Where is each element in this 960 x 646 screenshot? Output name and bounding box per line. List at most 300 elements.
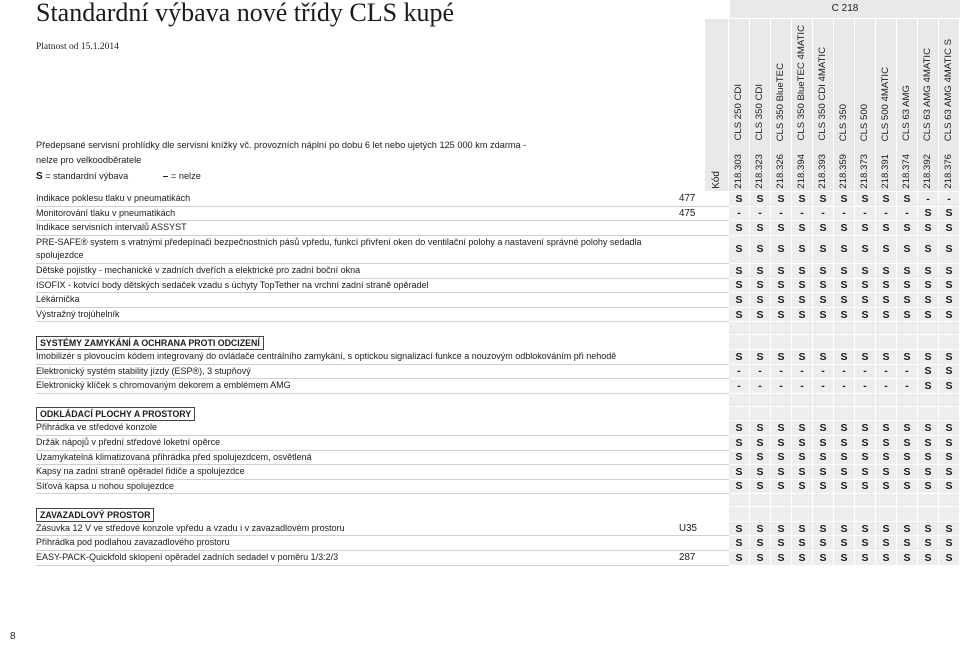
empty-cell	[750, 507, 771, 522]
availability-cell: S	[834, 192, 855, 207]
availability-cell: S	[834, 264, 855, 279]
empty-cell	[939, 322, 960, 335]
availability-cell: S	[876, 551, 897, 566]
table-row	[36, 221, 960, 236]
availability-cell: S	[855, 221, 876, 236]
availability-cell: -	[813, 365, 834, 380]
model-code: 218.374	[901, 154, 912, 189]
availability-cell: S	[729, 536, 750, 551]
empty-cell	[939, 335, 960, 350]
availability-cell: S	[813, 436, 834, 451]
empty-cell	[939, 494, 960, 507]
availability-cell: S	[834, 279, 855, 294]
gap-spacer	[36, 322, 729, 335]
availability-cell: S	[771, 236, 792, 264]
availability-cell: S	[939, 480, 960, 495]
equipment-label: Síťová kapsa u nohou spolujezdce	[36, 480, 675, 495]
availability-cell: S	[771, 293, 792, 308]
availability-cell: S	[771, 264, 792, 279]
empty-cell	[918, 335, 939, 350]
availability-cell: -	[771, 365, 792, 380]
legend-standard-symbol: S	[36, 171, 43, 182]
availability-cell: S	[876, 436, 897, 451]
availability-cell: S	[897, 522, 918, 537]
availability-cell: S	[939, 221, 960, 236]
availability-cell: S	[729, 293, 750, 308]
table-row	[36, 308, 960, 323]
availability-cell: S	[897, 536, 918, 551]
empty-cell	[750, 394, 771, 407]
availability-cell: S	[897, 465, 918, 480]
empty-cell	[771, 394, 792, 407]
page-title: Standardní výbava nové třídy CLS kupé	[36, 0, 455, 27]
model-name: CLS 350 CDI 4MATIC	[817, 47, 828, 141]
availability-cell: S	[729, 264, 750, 279]
equipment-code	[675, 379, 729, 394]
availability-cell: -	[834, 379, 855, 394]
legend	[36, 169, 201, 184]
model-name: CLS 350 BlueTEC 4MATIC	[796, 25, 807, 141]
empty-cell	[813, 335, 834, 350]
availability-cell: S	[855, 436, 876, 451]
empty-cell	[792, 507, 813, 522]
empty-cell	[729, 407, 750, 422]
availability-cell: S	[771, 436, 792, 451]
availability-cell: S	[918, 350, 939, 365]
model-code: 218.359	[838, 154, 849, 189]
equipment-label: Monitorování tlaku v pneumatikách	[36, 207, 675, 222]
table-row	[36, 551, 960, 566]
equipment-code	[675, 236, 729, 264]
availability-cell: S	[876, 480, 897, 495]
availability-cell: S	[729, 279, 750, 294]
availability-cell: S	[876, 421, 897, 436]
availability-cell: S	[750, 279, 771, 294]
availability-cell: S	[792, 308, 813, 323]
model-name: CLS 500 4MATIC	[880, 66, 891, 141]
availability-cell: -	[918, 192, 939, 207]
model-code: 218.373	[859, 154, 870, 189]
model-name: CLS 250 CDI	[733, 84, 744, 141]
service-note: Předepsané servisní prohlídky dle servisní knížky vč. provozních náplní po dobu 6 let nebo ujetých 125 000 km zdarma - nelze pro velkoodběratele	[36, 140, 527, 165]
equipment-table	[36, 192, 960, 566]
table-row	[36, 436, 960, 451]
availability-cell: S	[855, 465, 876, 480]
table-row	[36, 480, 960, 495]
code-column-header	[705, 19, 729, 191]
empty-cell	[813, 322, 834, 335]
availability-cell: S	[918, 207, 939, 222]
availability-cell: S	[834, 350, 855, 365]
empty-cell	[897, 407, 918, 422]
availability-cell: S	[771, 221, 792, 236]
table-row	[36, 465, 960, 480]
availability-cell: S	[834, 436, 855, 451]
empty-cell	[918, 322, 939, 335]
model-name: CLS 500	[859, 103, 870, 141]
equipment-code	[675, 451, 729, 466]
availability-cell: S	[939, 207, 960, 222]
empty-cell	[918, 407, 939, 422]
availability-cell: -	[876, 379, 897, 394]
model-column-header	[729, 19, 750, 191]
availability-cell: S	[792, 264, 813, 279]
equipment-code	[675, 421, 729, 436]
availability-cell: S	[834, 421, 855, 436]
availability-cell: -	[834, 365, 855, 380]
availability-cell: S	[813, 308, 834, 323]
availability-cell: -	[876, 365, 897, 380]
equipment-code	[675, 465, 729, 480]
availability-cell: S	[813, 421, 834, 436]
availability-cell: S	[792, 192, 813, 207]
availability-cell: S	[813, 236, 834, 264]
availability-cell: -	[771, 207, 792, 222]
equipment-code: 477	[675, 192, 729, 207]
empty-cell	[729, 507, 750, 522]
model-column-header	[855, 19, 876, 191]
availability-cell: S	[813, 522, 834, 537]
model-code: 218.323	[754, 154, 765, 189]
availability-cell: -	[813, 379, 834, 394]
availability-cell: S	[834, 536, 855, 551]
model-code: 218.392	[922, 154, 933, 189]
empty-cell	[813, 507, 834, 522]
availability-cell: -	[750, 207, 771, 222]
empty-cell	[918, 507, 939, 522]
availability-cell: S	[855, 192, 876, 207]
page-number: 8	[10, 631, 16, 642]
availability-cell: S	[750, 421, 771, 436]
equipment-code	[675, 436, 729, 451]
availability-cell: S	[918, 221, 939, 236]
availability-cell: S	[897, 192, 918, 207]
availability-cell: -	[897, 379, 918, 394]
empty-cell	[876, 394, 897, 407]
availability-cell: S	[876, 264, 897, 279]
code-header-label: Kód	[711, 171, 722, 189]
availability-cell: S	[750, 436, 771, 451]
empty-cell	[918, 394, 939, 407]
availability-cell: S	[729, 436, 750, 451]
availability-cell: S	[729, 451, 750, 466]
availability-cell: S	[834, 451, 855, 466]
equipment-label: Přihrádka ve středové konzole	[36, 421, 675, 436]
equipment-label: Zásuvka 12 V ve středové konzole vpředu a vzadu i v zavazadlovém prostoru	[36, 522, 675, 537]
availability-cell: S	[792, 421, 813, 436]
empty-cell	[771, 335, 792, 350]
equipment-code	[675, 293, 729, 308]
model-column-header	[876, 19, 897, 191]
availability-cell: S	[855, 350, 876, 365]
model-column-header	[939, 19, 960, 191]
empty-cell	[876, 494, 897, 507]
table-row	[36, 207, 960, 222]
availability-cell: -	[897, 365, 918, 380]
table-row	[36, 350, 960, 365]
section-gap	[36, 322, 960, 335]
availability-cell: S	[792, 480, 813, 495]
model-name: CLS 350	[838, 103, 849, 141]
availability-cell: S	[729, 522, 750, 537]
availability-cell: S	[939, 350, 960, 365]
availability-cell: S	[750, 264, 771, 279]
availability-cell: S	[771, 308, 792, 323]
empty-cell	[876, 507, 897, 522]
availability-cell: S	[750, 480, 771, 495]
gap-spacer	[36, 494, 729, 507]
availability-cell: -	[897, 207, 918, 222]
empty-cell	[729, 394, 750, 407]
empty-cell	[792, 494, 813, 507]
availability-cell: S	[771, 465, 792, 480]
empty-cell	[855, 494, 876, 507]
empty-cell	[855, 335, 876, 350]
availability-cell: S	[813, 451, 834, 466]
availability-cell: S	[792, 522, 813, 537]
model-code: 218.393	[817, 154, 828, 189]
empty-cell	[855, 407, 876, 422]
availability-cell: S	[897, 436, 918, 451]
availability-cell: S	[939, 522, 960, 537]
empty-cell	[876, 407, 897, 422]
availability-cell: S	[729, 421, 750, 436]
empty-cell	[729, 322, 750, 335]
availability-cell: -	[729, 379, 750, 394]
availability-cell: S	[876, 279, 897, 294]
availability-cell: S	[813, 551, 834, 566]
empty-cell	[897, 335, 918, 350]
legend-unavailable-symbol: –	[162, 171, 169, 182]
availability-cell: S	[897, 293, 918, 308]
availability-cell: S	[939, 551, 960, 566]
equipment-code	[675, 221, 729, 236]
section-header-cell	[36, 407, 729, 422]
availability-cell: S	[813, 264, 834, 279]
empty-cell	[918, 494, 939, 507]
model-column-header	[834, 19, 855, 191]
empty-cell	[834, 407, 855, 422]
empty-cell	[897, 394, 918, 407]
section-title: SYSTÉMY ZAMYKÁNÍ A OCHRANA PROTI ODCIZENÍ	[36, 336, 264, 350]
availability-cell: S	[918, 451, 939, 466]
availability-cell: -	[729, 365, 750, 380]
availability-cell: S	[939, 421, 960, 436]
availability-cell: S	[750, 192, 771, 207]
availability-cell: S	[939, 279, 960, 294]
availability-cell: S	[813, 192, 834, 207]
section-header	[36, 507, 960, 522]
availability-cell: S	[897, 451, 918, 466]
section-gap	[36, 494, 960, 507]
availability-cell: S	[855, 264, 876, 279]
table-row	[36, 236, 960, 264]
availability-cell: S	[834, 480, 855, 495]
gap-spacer	[36, 394, 729, 407]
model-column-header	[750, 19, 771, 191]
availability-cell: S	[792, 451, 813, 466]
empty-cell	[813, 407, 834, 422]
availability-cell: S	[834, 522, 855, 537]
availability-cell: S	[792, 465, 813, 480]
section-header-cell	[36, 507, 729, 522]
table-row	[36, 365, 960, 380]
availability-cell: S	[939, 465, 960, 480]
availability-cell: -	[855, 379, 876, 394]
empty-cell	[771, 494, 792, 507]
availability-cell: S	[771, 451, 792, 466]
availability-cell: -	[792, 365, 813, 380]
table-row	[36, 536, 960, 551]
availability-cell: -	[855, 365, 876, 380]
equipment-label: Držák nápojů v přední středové loketní opěrce	[36, 436, 675, 451]
equipment-code	[675, 279, 729, 294]
equipment-code	[675, 536, 729, 551]
equipment-label: Elektronický systém stability jízdy (ESP®), 3 stupňový	[36, 365, 675, 380]
model-code: 218.394	[796, 154, 807, 189]
equipment-code	[675, 264, 729, 279]
availability-cell: S	[897, 421, 918, 436]
table-row	[36, 279, 960, 294]
model-name: CLS 63 AMG	[901, 85, 912, 141]
availability-cell: S	[729, 236, 750, 264]
availability-cell: S	[792, 279, 813, 294]
availability-cell: S	[939, 365, 960, 380]
equipment-label: Lékárnička	[36, 293, 675, 308]
empty-cell	[792, 335, 813, 350]
availability-cell: S	[729, 480, 750, 495]
availability-cell: S	[876, 451, 897, 466]
availability-cell: S	[771, 350, 792, 365]
equipment-code: U35	[675, 522, 729, 537]
availability-cell: S	[771, 192, 792, 207]
empty-cell	[834, 335, 855, 350]
empty-cell	[729, 494, 750, 507]
empty-cell	[855, 322, 876, 335]
table-row	[36, 421, 960, 436]
availability-cell: S	[771, 536, 792, 551]
empty-cell	[771, 407, 792, 422]
empty-cell	[750, 322, 771, 335]
empty-cell	[834, 507, 855, 522]
empty-cell	[771, 322, 792, 335]
availability-cell: S	[876, 350, 897, 365]
availability-cell: S	[855, 551, 876, 566]
legend-unavailable-label: = nelze	[170, 171, 201, 181]
empty-cell	[834, 494, 855, 507]
table-row	[36, 522, 960, 537]
section-title: ZAVAZADLOVÝ PROSTOR	[36, 508, 154, 522]
equipment-code	[675, 365, 729, 380]
section-title: ODKLÁDACÍ PLOCHY A PROSTORY	[36, 407, 195, 421]
availability-cell: -	[771, 379, 792, 394]
model-code: 218.303	[733, 154, 744, 189]
availability-cell: S	[897, 264, 918, 279]
availability-cell: -	[939, 192, 960, 207]
empty-cell	[855, 394, 876, 407]
availability-cell: S	[750, 451, 771, 466]
availability-cell: S	[729, 308, 750, 323]
validity-date: Platnost od 15.1.2014	[36, 42, 119, 52]
model-code: 218.391	[880, 154, 891, 189]
empty-cell	[792, 394, 813, 407]
availability-cell: S	[834, 551, 855, 566]
availability-cell: S	[939, 379, 960, 394]
availability-cell: S	[834, 465, 855, 480]
availability-cell: -	[813, 207, 834, 222]
availability-cell: S	[876, 522, 897, 537]
availability-cell: S	[939, 308, 960, 323]
availability-cell: S	[918, 293, 939, 308]
empty-cell	[792, 322, 813, 335]
model-column-header	[792, 19, 813, 191]
availability-cell: S	[750, 236, 771, 264]
table-row	[36, 451, 960, 466]
availability-cell: S	[918, 536, 939, 551]
section-gap	[36, 394, 960, 407]
availability-cell: -	[750, 365, 771, 380]
table-row	[36, 379, 960, 394]
availability-cell: S	[918, 264, 939, 279]
equipment-label: PRE-SAFE® system s vratnými předepínači bezpečnostních pásů vpředu, funkcí přivření oken do ventilační polohy a nastavení správné polohy sedadla spolujezdce	[36, 236, 675, 264]
table-row	[36, 293, 960, 308]
availability-cell: S	[834, 221, 855, 236]
availability-cell: S	[834, 308, 855, 323]
availability-cell: S	[855, 536, 876, 551]
availability-cell: S	[771, 551, 792, 566]
availability-cell: S	[750, 522, 771, 537]
equipment-label: EASY-PACK-Quickfold sklopení opěradel zadních sedadel v poměru 1/3:2/3	[36, 551, 675, 566]
availability-cell: S	[876, 293, 897, 308]
section-header-cell	[36, 335, 729, 350]
availability-cell: S	[855, 451, 876, 466]
availability-cell: S	[813, 536, 834, 551]
availability-cell: S	[897, 221, 918, 236]
availability-cell: S	[729, 221, 750, 236]
availability-cell: S	[897, 308, 918, 323]
availability-cell: S	[876, 536, 897, 551]
availability-cell: S	[918, 480, 939, 495]
equipment-label: Elektronický klíček s chromovaným dekorem a emblémem AMG	[36, 379, 675, 394]
equipment-label: Indikace poklesu tlaku v pneumatikách	[36, 192, 675, 207]
equipment-label: Výstražný trojúhelník	[36, 308, 675, 323]
empty-cell	[813, 394, 834, 407]
availability-cell: S	[729, 551, 750, 566]
empty-cell	[792, 407, 813, 422]
model-column-header	[918, 19, 939, 191]
availability-cell: S	[918, 365, 939, 380]
availability-cell: S	[918, 308, 939, 323]
availability-cell: S	[771, 480, 792, 495]
availability-cell: S	[750, 221, 771, 236]
availability-cell: S	[729, 192, 750, 207]
equipment-label: Indikace servisních intervalů ASSYST	[36, 221, 675, 236]
availability-cell: S	[897, 551, 918, 566]
availability-cell: S	[918, 379, 939, 394]
availability-cell: S	[876, 192, 897, 207]
availability-cell: S	[939, 536, 960, 551]
availability-cell: S	[750, 551, 771, 566]
availability-cell: S	[729, 350, 750, 365]
empty-cell	[897, 507, 918, 522]
empty-cell	[771, 507, 792, 522]
empty-cell	[729, 335, 750, 350]
availability-cell: S	[918, 436, 939, 451]
availability-cell: S	[939, 236, 960, 264]
availability-cell: -	[750, 379, 771, 394]
availability-cell: S	[792, 236, 813, 264]
availability-cell: S	[834, 236, 855, 264]
